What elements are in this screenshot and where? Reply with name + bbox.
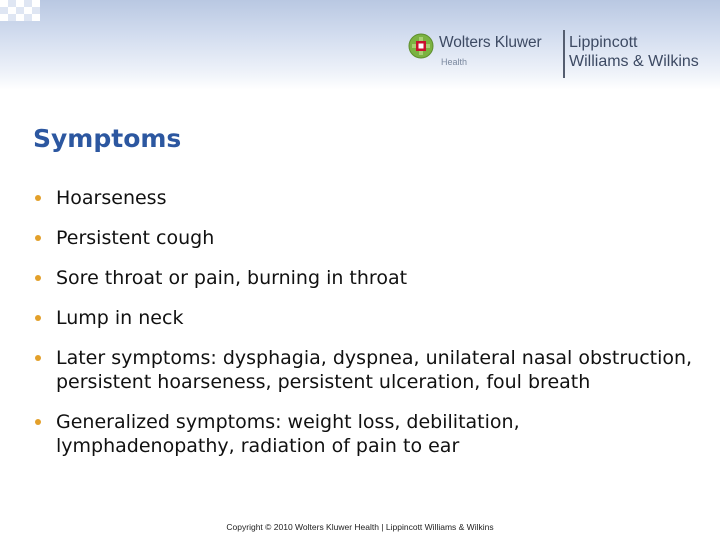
logo-divider [563, 30, 565, 78]
bullet-dot-icon [35, 419, 41, 425]
copyright-footer: Copyright © 2010 Wolters Kluwer Health | Lippincott Williams & Wilkins [226, 522, 494, 532]
list-item-text: Hoarseness [56, 187, 167, 209]
brand-secondary-line2: Williams & Wilkins [569, 53, 699, 70]
list-item [33, 186, 693, 210]
brand-secondary [569, 33, 699, 71]
bullet-dot-icon [35, 355, 41, 361]
list-item-text: Sore throat or pain, burning in throat [56, 267, 408, 289]
publisher-logo [406, 28, 716, 80]
wolters-kluwer-globe-icon [408, 33, 434, 59]
corner-pattern [0, 0, 40, 22]
list-item [33, 306, 693, 330]
list-item-text: Later symptoms: dysphagia, dyspnea, unilateral nasal obstruction, persistent hoarseness, persistent ulceration, foul breath [56, 347, 693, 393]
list-item-text: Lump in neck [56, 307, 184, 329]
list-item [33, 410, 693, 458]
list-item [33, 266, 693, 290]
slide-title: Symptoms [33, 124, 182, 153]
bullet-dot-icon [35, 275, 41, 281]
brand-secondary-line1: Lippincott [569, 34, 638, 51]
bullet-dot-icon [35, 235, 41, 241]
list-item [33, 346, 693, 394]
bullet-list [33, 186, 693, 458]
list-item-text: Persistent cough [56, 227, 215, 249]
bullet-dot-icon [35, 195, 41, 201]
list-item-text: Generalized symptoms: weight loss, debilitation, lymphadenopathy, radiation of pain to ear [56, 411, 520, 457]
brand-primary: Wolters Kluwer [439, 34, 542, 51]
brand-sub: Health [441, 57, 468, 67]
list-item [33, 226, 693, 250]
bullet-dot-icon [35, 315, 41, 321]
header-band [0, 0, 720, 90]
